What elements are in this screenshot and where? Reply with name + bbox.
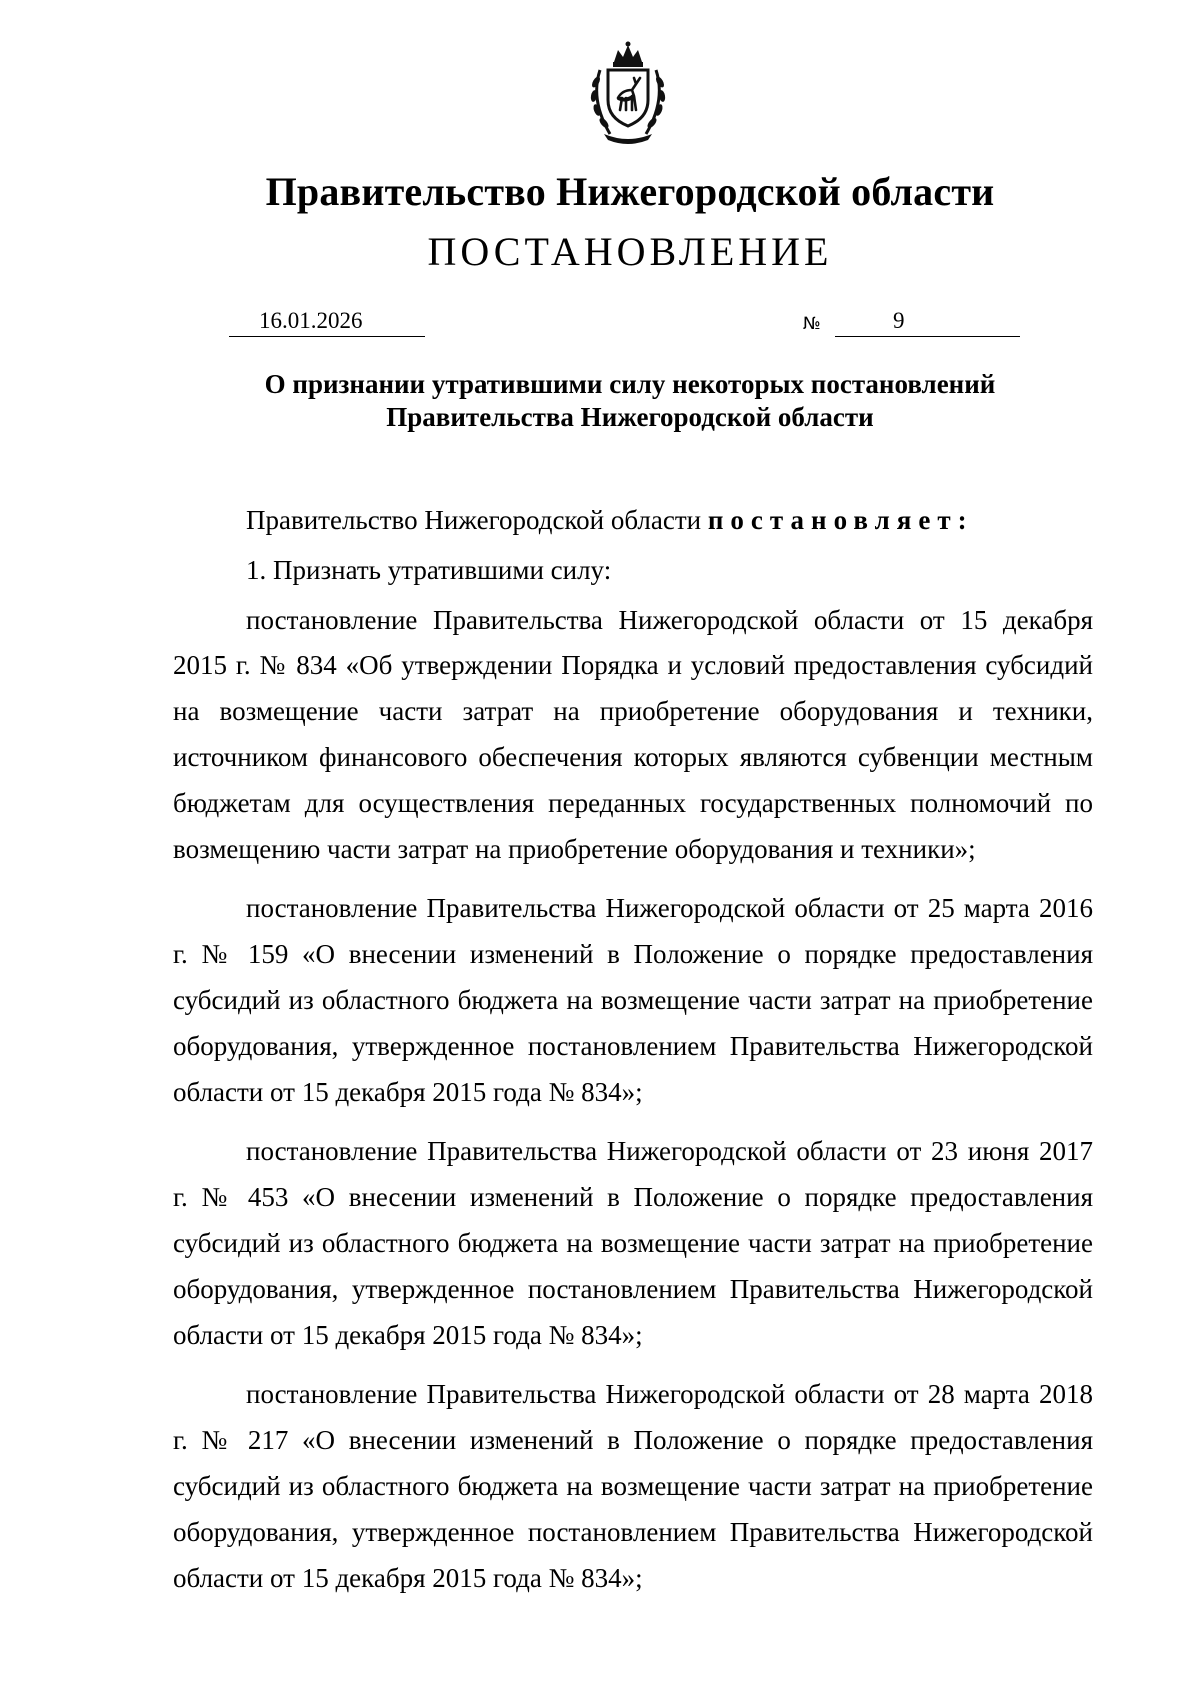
preamble-bold: постановляет:: [707, 505, 974, 535]
item-1: 1. Признать утратившими силу:: [246, 554, 612, 585]
government-title: Правительство Нижегородской области: [265, 169, 995, 214]
document-subject: [0, 368, 1200, 434]
preamble: [173, 498, 1093, 544]
date-value: 16.01.2026: [259, 308, 363, 333]
repealed-paragraph: постановление Правительства Нижегородской области от 25 марта 2016 г. № 159 «О внесении изменений в Положение о порядке предоставления субсидий из областного бюджета на возмещение части затрат на приобретение оборудования, утвержденное постановлением Правительства Нижегородской области от 15 декабря 2015 года № 834»;: [173, 893, 1093, 1107]
number-field: [835, 302, 1020, 337]
repealed-paragraph: постановление Правительства Нижегородской области от 15 декабря 2015 г. № 834 «Об утверждении Порядка и условий предоставления субсидий на возмещение части затрат на приобретение оборудования и техники, источником финансового обеспечения которых являются субвенции местным бюджетам для осуществления переданных государственных полномочий по возмещению части затрат на приобретение оборудования и техники»;: [173, 604, 1093, 864]
date-field: [229, 302, 425, 337]
number-value: 9: [893, 308, 905, 333]
number-sign: №: [803, 314, 821, 334]
document-type: ПОСТАНОВЛЕНИЕ: [427, 229, 833, 274]
coat-of-arms-emblem: [578, 40, 678, 148]
subject-line-1: О признании утратившими силу некоторых постановлений: [264, 369, 996, 399]
repealed-paragraph: постановление Правительства Нижегородской области от 23 июня 2017 г. № 453 «О внесении изменений в Положение о порядке предоставления субсидий из областного бюджета на возмещение части затрат на приобретение оборудования, утвержденное постановлением Правительства Нижегородской области от 15 декабря 2015 года № 834»;: [173, 1136, 1093, 1350]
preamble-text: Правительство Нижегородской области: [246, 505, 708, 535]
repealed-paragraph: постановление Правительства Нижегородской области от 28 марта 2018 г. № 217 «О внесении изменений в Положение о порядке предоставления субсидий из областного бюджета на возмещение части затрат на приобретение оборудования, утвержденное постановлением Правительства Нижегородской области от 15 декабря 2015 года № 834»;: [173, 1379, 1093, 1593]
subject-line-2: Правительства Нижегородской области: [386, 402, 874, 432]
document-body: [173, 498, 1093, 1601]
